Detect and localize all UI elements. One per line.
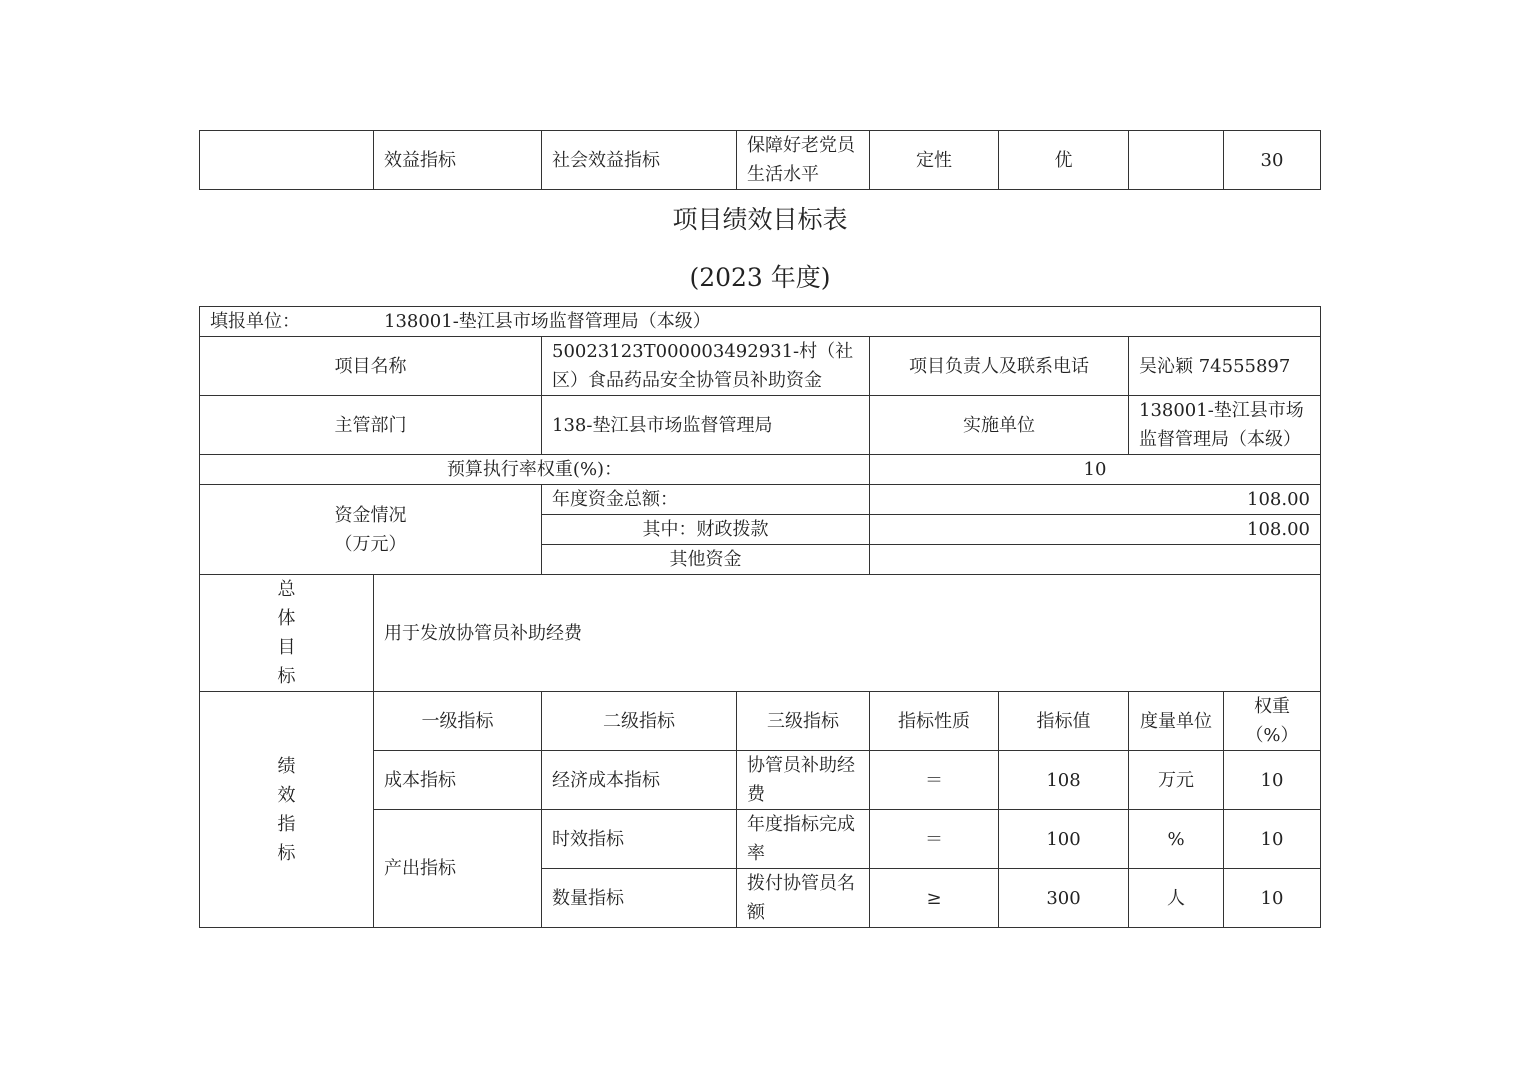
- dept-label: 主管部门: [200, 396, 542, 455]
- overall-goal-label: [200, 575, 374, 692]
- level2-indicator: 社会效益指标: [542, 131, 737, 190]
- row-unit: 万元: [1129, 751, 1224, 810]
- page-subtitle: (2023 年度): [689, 263, 831, 292]
- performance-indicator-char: 指: [277, 813, 296, 835]
- header-level1: 一级指标: [374, 692, 542, 751]
- impl-label: 实施单位: [870, 396, 1129, 455]
- table-row: [200, 396, 1321, 455]
- performance-indicator-label: [200, 692, 374, 928]
- filing-unit-label: 填报单位：: [210, 311, 300, 332]
- performance-target-table: [199, 306, 1321, 928]
- row-unit: %: [1129, 810, 1224, 869]
- row-unit: 人: [1129, 869, 1224, 928]
- previous-indicator-table: [199, 130, 1321, 190]
- indicator-weight: 30: [1224, 131, 1321, 190]
- table-row: [200, 455, 1321, 485]
- overall-goal-char: 总: [277, 579, 296, 600]
- overall-goal-value: 用于发放协管员补助经费: [374, 575, 1321, 692]
- header-value: 指标值: [999, 692, 1129, 751]
- header-weight: 权重（%）: [1224, 692, 1321, 751]
- funds-label: 资金情况: [334, 504, 407, 526]
- page-title: 项目绩效目标表: [672, 205, 848, 234]
- row-level1: 成本指标: [374, 751, 542, 810]
- row-weight: 10: [1224, 751, 1321, 810]
- table-row: [200, 307, 1321, 337]
- contact-label: 项目负责人及联系电话: [870, 337, 1129, 396]
- table-row: [200, 575, 1321, 692]
- row-nature: ≥: [870, 869, 999, 928]
- project-name-value: 50023123T000003492931-村（社区）食品药品安全协管员补助资金: [542, 337, 870, 396]
- performance-indicator-char: 效: [277, 784, 296, 806]
- row-level3: 年度指标完成率: [737, 810, 870, 869]
- overall-goal-char: 体: [277, 608, 296, 629]
- header-nature: 指标性质: [870, 692, 999, 751]
- level3-indicator: 保障好老党员生活水平: [737, 131, 870, 190]
- performance-indicator-char: 绩: [277, 755, 296, 777]
- row-value: 108: [999, 751, 1129, 810]
- row-nature: ＝: [870, 751, 999, 810]
- table-row: [200, 485, 1321, 515]
- performance-indicator-char: 标: [277, 842, 296, 864]
- filing-unit-value: 138001-垫江县市场监督管理局（本级）: [384, 311, 711, 332]
- funds-total-label: 年度资金总额：: [542, 485, 870, 515]
- row-value: 100: [999, 810, 1129, 869]
- empty-cell: [200, 131, 374, 190]
- dept-value: 138-垫江县市场监督管理局: [542, 396, 870, 455]
- funds-label-cell: [200, 485, 542, 575]
- contact-value: 吴沁颖 74555897: [1129, 337, 1321, 396]
- row-level3: 拨付协管员名额: [737, 869, 870, 928]
- header-level3: 三级指标: [737, 692, 870, 751]
- table-row: [200, 337, 1321, 396]
- filing-unit-cell: [200, 307, 1321, 337]
- row-level1: 产出指标: [374, 810, 542, 928]
- header-unit: 度量单位: [1129, 692, 1224, 751]
- project-name-label: 项目名称: [200, 337, 542, 396]
- table-row: [200, 131, 1321, 190]
- funds-other-value: [870, 545, 1321, 575]
- row-level2: 时效指标: [542, 810, 737, 869]
- row-weight: 10: [1224, 810, 1321, 869]
- funds-fiscal-value: 108.00: [870, 515, 1321, 545]
- overall-goal-char: 标: [277, 666, 296, 687]
- funds-unit: （万元）: [334, 533, 407, 555]
- funds-total-value: 108.00: [870, 485, 1321, 515]
- indicator-nature: 定性: [870, 131, 999, 190]
- row-weight: 10: [1224, 869, 1321, 928]
- header-level2: 二级指标: [542, 692, 737, 751]
- budget-weight-label: 预算执行率权重(%)：: [200, 455, 870, 485]
- indicator-value: 优: [999, 131, 1129, 190]
- funds-fiscal-label: 其中：财政拨款: [542, 515, 870, 545]
- impl-value: 138001-垫江县市场监督管理局（本级）: [1129, 396, 1321, 455]
- overall-goal-char: 目: [277, 637, 296, 658]
- funds-other-label: 其他资金: [542, 545, 870, 575]
- indicator-unit: [1129, 131, 1224, 190]
- row-value: 300: [999, 869, 1129, 928]
- row-nature: ＝: [870, 810, 999, 869]
- level1-indicator: 效益指标: [374, 131, 542, 190]
- row-level2: 数量指标: [542, 869, 737, 928]
- row-level2: 经济成本指标: [542, 751, 737, 810]
- row-level3: 协管员补助经费: [737, 751, 870, 810]
- table-row: [200, 692, 1321, 751]
- budget-weight-value: 10: [870, 455, 1321, 485]
